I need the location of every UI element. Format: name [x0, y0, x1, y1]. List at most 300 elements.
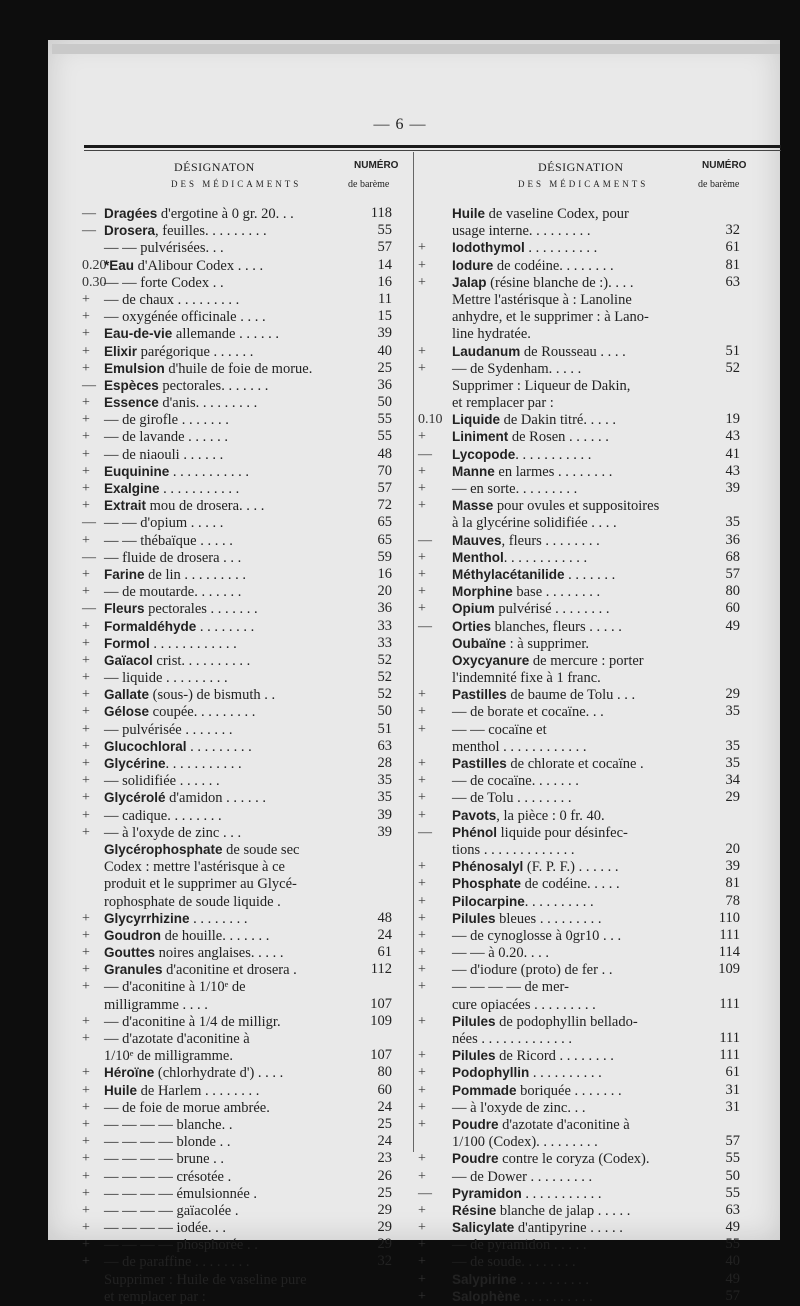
entry-designation [104, 824, 241, 842]
entry-designation [452, 703, 604, 721]
entry-designation [104, 807, 222, 825]
entry-scale-number: 24 [377, 926, 392, 943]
entry-drug-name: Héroïne [104, 1065, 155, 1081]
entry-designation [452, 428, 609, 446]
entry-designation [452, 1253, 576, 1271]
entry-mark: + [82, 738, 90, 754]
entry-row [82, 721, 392, 738]
entry-drug-name: Gouttes [104, 945, 156, 961]
entry-designation [452, 532, 600, 550]
entry-row [82, 652, 392, 669]
entry-scale-number: 39 [377, 325, 392, 342]
entry-designation [104, 497, 264, 515]
entry-mark: + [418, 463, 426, 479]
entry-mark: + [418, 1065, 426, 1081]
entry-mark: + [82, 343, 90, 359]
entry-mark: + [418, 481, 426, 496]
entry-row [418, 807, 740, 824]
entry-mark: + [418, 962, 426, 978]
entry-mark: + [418, 1013, 426, 1029]
entry-designation [452, 514, 617, 532]
entry-mark: + [418, 1254, 426, 1270]
entry-description: . . . . . . . . . . . [159, 481, 240, 497]
entry-row [418, 1253, 740, 1270]
entry-drug-name: Formaldéhyde [104, 618, 197, 634]
entry-drug-name: Farine [104, 566, 145, 582]
entry-designation [104, 446, 223, 464]
entry-row [418, 669, 740, 686]
entry-mark: + [418, 1168, 426, 1184]
entry-description: coupée. . . . . . . . . [149, 704, 256, 721]
entry-row [82, 1253, 392, 1270]
entry-description: de chlorate et cocaïne . [506, 756, 644, 772]
entry-row [82, 257, 392, 274]
entry-mark: + [82, 360, 90, 376]
entry-designation [104, 927, 269, 945]
entry-row [418, 755, 740, 772]
entry-mark: + [418, 756, 426, 771]
entry-row [82, 772, 392, 789]
entry-designation [104, 789, 266, 807]
entry-row [82, 703, 392, 720]
entry-mark: + [82, 687, 90, 703]
entry-designation [104, 1013, 281, 1031]
entry-scale-number: 80 [725, 583, 740, 600]
entry-scale-number: 61 [377, 944, 392, 961]
entry-row [82, 1013, 392, 1030]
entry-row [82, 1030, 392, 1047]
entry-mark: + [418, 704, 426, 720]
entry-designation [452, 1168, 592, 1186]
entry-row [418, 532, 740, 549]
entry-description: de houille. . . . . . . [161, 927, 270, 944]
entry-mark: + [82, 412, 90, 428]
entry-description: (F. P. F.) . . . . . . [523, 859, 619, 876]
entry-scale-number: 31 [725, 1098, 740, 1115]
entry-mark: — [418, 824, 432, 840]
entry-mark: — [82, 223, 96, 239]
entry-row [82, 532, 392, 549]
entry-drug-name: Pommade [452, 1082, 517, 1098]
entry-row [82, 325, 392, 342]
entry-row [418, 944, 740, 961]
entry-mark: + [418, 343, 426, 359]
entry-designation [104, 772, 220, 790]
entry-designation [452, 875, 620, 893]
entry-designation [104, 600, 258, 618]
entry-description: milligramme . . . . [104, 996, 208, 1013]
entry-scale-number: 29 [377, 1201, 392, 1218]
entry-description: — — forte Codex . . [104, 274, 224, 291]
entry-scale-number: 32 [377, 1253, 392, 1270]
entry-mark: + [82, 1168, 90, 1184]
entry-mark: + [82, 395, 90, 411]
entry-mark: + [82, 1099, 90, 1115]
entry-drug-name: Laudanum [452, 343, 521, 359]
entry-description: de Rousseau . . . . [520, 343, 626, 360]
entry-designation [452, 239, 597, 257]
entry-designation [104, 875, 297, 893]
entry-row [82, 1116, 392, 1133]
entry-row [418, 961, 740, 978]
entry-drug-name: Emulsion [104, 360, 165, 376]
entry-scale-number: 34 [725, 772, 740, 789]
entry-mark: + [82, 807, 90, 823]
entry-designation [104, 480, 239, 498]
entry-scale-number: 112 [370, 961, 392, 978]
entry-drug-name: Phénol [452, 824, 498, 840]
entry-row [82, 858, 392, 875]
entry-row [82, 1288, 392, 1305]
entry-drug-name: Pilocarpine [452, 893, 525, 909]
entry-row [418, 583, 740, 600]
entry-designation [452, 927, 621, 945]
entry-description: . . . . . . . . . . [524, 893, 594, 910]
entry-designation [452, 1013, 638, 1031]
entry-drug-name: Espèces [104, 377, 159, 393]
entry-mark: + [418, 876, 426, 892]
entry-designation [104, 978, 246, 996]
entry-designation [452, 308, 649, 326]
entry-mark: — [82, 515, 96, 531]
entry-scale-number: 55 [725, 1184, 740, 1201]
entry-mark: + [418, 360, 426, 376]
entry-scale-number: 63 [725, 1201, 740, 1218]
entry-scale-number: 41 [725, 445, 740, 462]
entry-row [82, 686, 392, 703]
entry-designation [452, 772, 579, 790]
entry-scale-number: 20 [377, 583, 392, 600]
entry-description: 1/10ᵉ de milligramme. [104, 1048, 233, 1065]
entry-drug-name: Iodure [452, 257, 494, 273]
entry-mark: + [82, 618, 90, 634]
entry-description: pectorales . . . . . . . [144, 601, 258, 618]
entry-scale-number: 29 [725, 686, 740, 703]
entry-designation [452, 1202, 630, 1220]
entry-row [82, 291, 392, 308]
entry-drug-name: Poudre [452, 1151, 499, 1167]
entry-designation [452, 1219, 623, 1237]
entry-row [418, 497, 740, 514]
entry-mark: + [82, 463, 90, 479]
entry-scale-number: 39 [377, 806, 392, 823]
entry-designation [452, 205, 629, 223]
entry-designation [104, 1082, 259, 1100]
entry-description: . . . . . . . [564, 566, 616, 583]
entry-scale-number: 111 [719, 995, 740, 1012]
entry-row [82, 927, 392, 944]
entry-description: pulvérisé . . . . . . . . [494, 601, 610, 618]
entry-row [82, 1219, 392, 1236]
entry-designation [104, 360, 312, 378]
entry-mark: + [82, 429, 90, 445]
entry-row [418, 463, 740, 480]
entry-scale-number: 111 [719, 1030, 740, 1046]
entry-row [82, 205, 392, 222]
entry-designation [104, 961, 297, 979]
entry-description: — de girofle . . . . . . . [104, 412, 229, 429]
entry-description: — d'aconitine à 1/4 de milligr. [104, 1013, 281, 1030]
entry-description: , la pièce : 0 fr. 40. [496, 807, 605, 824]
entry-description: à la glycérine solidifiée . . . . [452, 515, 617, 532]
entry-scale-number: 114 [718, 944, 740, 961]
entry-row [82, 497, 392, 514]
entry-designation [452, 480, 577, 498]
entry-description: parégorique . . . . . . [137, 343, 254, 360]
entry-mark: + [82, 652, 90, 668]
entry-scale-number: 111 [719, 926, 740, 943]
entry-description: — de Dower . . . . . . . . . [452, 1168, 593, 1185]
entry-scale-number: 31 [725, 1081, 740, 1098]
entry-description: base . . . . . . . . [512, 584, 601, 601]
entry-scale-number: 118 [370, 205, 392, 221]
entry-row [82, 1150, 392, 1167]
entry-row [82, 360, 392, 377]
entry-designation [104, 583, 241, 601]
entry-designation [104, 566, 246, 584]
entry-designation [452, 618, 622, 636]
entry-scale-number: 39 [725, 480, 740, 496]
entry-row [418, 1288, 740, 1305]
entry-scale-number: 25 [377, 1115, 392, 1132]
entry-designation [104, 1185, 257, 1203]
entry-mark: + [82, 532, 90, 548]
entry-designation [452, 858, 618, 876]
entry-scale-number: 52 [377, 651, 392, 668]
entry-mark: + [418, 721, 426, 737]
entry-description: (sous-) de bismuth . . [149, 687, 276, 704]
entry-drug-name: Mauves [452, 532, 502, 548]
entry-scale-number: 52 [377, 669, 392, 686]
left-number-title: NUMÉRO [354, 160, 399, 171]
entry-scale-number: 19 [725, 411, 740, 428]
entry-mark: — [82, 549, 96, 565]
entry-designation [452, 325, 531, 343]
entry-drug-name: Euquinine [104, 463, 170, 479]
entry-row [418, 1150, 740, 1167]
left-column-header [84, 158, 414, 198]
entry-description: d'Alibour Codex . . . . [134, 257, 264, 274]
entry-designation [452, 377, 630, 395]
entry-designation [104, 325, 279, 343]
entry-scale-number: 55 [725, 1236, 740, 1253]
entry-designation [104, 944, 283, 962]
entry-designation [452, 721, 547, 739]
entry-scale-number: 63 [377, 737, 392, 754]
entry-drug-name: Phosphate [452, 876, 522, 892]
entry-row [418, 411, 740, 428]
entry-description: — à l'oxyde de zinc. . . [452, 1099, 586, 1116]
entry-designation [452, 669, 601, 687]
entry-row [418, 600, 740, 617]
entry-designation [452, 1236, 587, 1254]
entry-mark: + [418, 1116, 426, 1132]
entry-description: . . . . . . . . . . . [169, 463, 249, 480]
entry-designation [104, 1030, 250, 1048]
entry-description: — de lavande . . . . . . [104, 429, 229, 446]
entry-description: de soude sec [222, 841, 300, 858]
entry-scale-number: 72 [377, 497, 392, 514]
entry-designation [452, 360, 581, 378]
entry-description: — solidifiée . . . . . . [104, 773, 220, 790]
entry-description: . . . . . . . . . . [516, 1271, 590, 1288]
entry-row [82, 875, 392, 892]
entry-description: — pulvérisée . . . . . . . [104, 721, 233, 738]
entry-scale-number: 59 [377, 548, 392, 565]
entry-mark: + [418, 910, 426, 926]
entry-description: (résine blanche de :). . . . [486, 274, 634, 291]
entry-description: . . . . . . . . . [186, 738, 252, 755]
entry-drug-name: Morphine [452, 584, 513, 600]
right-designation-title: DÉSIGNATION [538, 160, 624, 174]
entry-description: Supprimer : Liqueur de Dakin, [452, 377, 631, 394]
entry-designation [104, 1202, 239, 1220]
entry-drug-name: Résine [452, 1202, 497, 1218]
entry-designation [104, 222, 267, 240]
entry-scale-number: 57 [377, 480, 392, 496]
left-designation-title: DÉSIGNATON [174, 160, 255, 174]
entry-row [82, 996, 392, 1013]
entry-row [82, 446, 392, 463]
entry-scale-number: 81 [725, 256, 740, 273]
entry-drug-name: Lycopode [452, 446, 516, 462]
entry-description: de Ricord . . . . . . . . [495, 1048, 614, 1065]
entry-scale-number: 40 [725, 1253, 740, 1270]
entry-row [82, 1202, 392, 1219]
entry-designation [452, 257, 614, 275]
entry-mark: + [82, 670, 90, 686]
entry-designation [452, 635, 589, 653]
entry-row [82, 824, 392, 841]
entry-mark: + [82, 481, 90, 496]
entry-designation [452, 910, 601, 928]
entry-row [418, 703, 740, 720]
entry-designation [452, 893, 594, 911]
entry-scale-number: 33 [377, 617, 392, 634]
entry-row [418, 910, 740, 927]
entry-designation [104, 394, 257, 412]
entry-scale-number: 63 [725, 273, 740, 290]
entry-drug-name: Liniment [452, 429, 509, 445]
entry-row [418, 1013, 740, 1030]
entry-scale-number: 29 [725, 789, 740, 806]
entry-mark: + [418, 1271, 426, 1287]
entry-designation [104, 239, 224, 257]
entry-row [418, 1082, 740, 1099]
header-rule [84, 145, 781, 148]
entry-designation [104, 463, 249, 481]
entry-description: . . . . . . . . . . . [521, 1185, 602, 1202]
entry-row [82, 789, 392, 806]
entry-row [418, 1219, 740, 1236]
entry-description: — — d'opium . . . . . [104, 515, 224, 532]
entry-row [418, 1047, 740, 1064]
entry-mark: + [418, 566, 426, 582]
entry-row [82, 1082, 392, 1099]
entry-row [82, 1271, 392, 1288]
entry-scale-number: 35 [377, 772, 392, 789]
entry-mark: + [82, 498, 90, 514]
entry-drug-name: Elixir [104, 343, 138, 359]
entry-mark: + [82, 824, 90, 840]
entry-designation [104, 411, 229, 429]
entry-scale-number: 15 [377, 308, 392, 325]
entry-designation [104, 257, 263, 275]
entry-mark: + [82, 1202, 90, 1218]
entry-row [82, 239, 392, 256]
entry-scale-number: 35 [725, 514, 740, 531]
entry-mark: + [82, 945, 90, 961]
header-rule-thin [84, 150, 781, 151]
entry-scale-number: 61 [725, 239, 740, 256]
entry-row [418, 1116, 740, 1133]
entry-mark: — [418, 446, 432, 462]
entry-description: crist. . . . . . . . . . [152, 652, 251, 669]
entry-scale-number: 50 [377, 703, 392, 720]
entry-description: de Harlem . . . . . . . . [137, 1082, 260, 1099]
entry-mark: + [82, 1065, 90, 1081]
entry-row [418, 446, 740, 463]
entry-description: — de pyramidon . . . . . [452, 1237, 587, 1254]
entry-description: d'ergotine à 0 gr. 20. . . [157, 206, 294, 222]
entry-scale-number: 32 [725, 222, 740, 239]
entry-row [82, 377, 392, 394]
entry-designation [452, 1116, 630, 1134]
entry-mark: + [418, 549, 426, 565]
entry-drug-name: *Eau [104, 257, 135, 273]
entry-mark: + [418, 687, 426, 703]
entry-designation [452, 463, 612, 481]
entry-row [82, 222, 392, 239]
entry-designation [452, 841, 574, 859]
entry-description: (chlorhydrate d') . . . . [154, 1065, 284, 1082]
entry-scale-number: 55 [377, 411, 392, 428]
entry-scale-number: 70 [377, 462, 392, 479]
entry-designation [452, 686, 635, 704]
entry-designation [452, 738, 587, 756]
entry-description: Codex : mettre l'astérisque à ce [104, 859, 285, 876]
entry-mark: + [82, 1134, 90, 1150]
entry-description: , feuilles. . . . . . . . . [155, 223, 267, 240]
left-column-list [82, 205, 392, 1305]
entry-row [82, 549, 392, 566]
entry-description: — d'azotate d'aconitine à [104, 1031, 250, 1047]
entry-mark: + [418, 240, 426, 256]
entry-description: — — — — phosphorée . . [104, 1237, 258, 1254]
entry-designation [104, 1236, 258, 1254]
entry-drug-name: Glycérophosphate [104, 841, 223, 857]
entry-designation [104, 1064, 283, 1082]
entry-row [418, 566, 740, 583]
entry-drug-name: Pilules [452, 910, 496, 926]
entry-drug-name: Extrait [104, 498, 147, 514]
entry-description: d'huile de foie de morue. [164, 360, 313, 377]
entry-designation [452, 944, 549, 962]
entry-description: mou de drosera. . . . [146, 498, 265, 515]
entry-designation [452, 1133, 598, 1151]
entry-scale-number: 81 [725, 875, 740, 892]
entry-description: — d'iodure (proto) de fer . . [452, 962, 613, 979]
entry-drug-name: Pilules [452, 1013, 496, 1029]
entry-scale-number: 68 [725, 548, 740, 565]
right-column-header [414, 158, 781, 198]
entry-drug-name: Poudre [452, 1116, 499, 1132]
entry-row [82, 566, 392, 583]
entry-designation [104, 635, 237, 653]
entry-mark: + [418, 1082, 426, 1098]
entry-mark: + [418, 773, 426, 789]
entry-description: . . . . . . . . [196, 618, 255, 635]
